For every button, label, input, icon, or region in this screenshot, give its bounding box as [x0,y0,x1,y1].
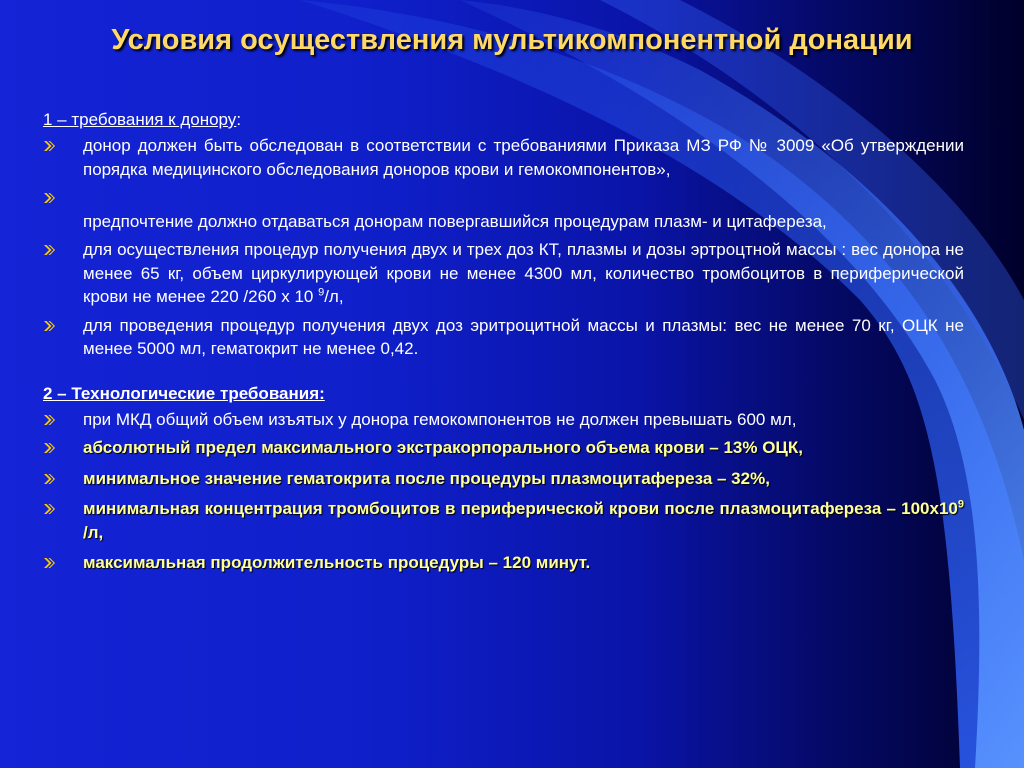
list-item-text-after: /л, [83,522,104,542]
list-item [43,186,964,233]
list-item-text: предпочтение должно отдаваться донорам повергавшийся процедурам плазм- и цитафереза, [83,211,827,231]
slide-title: Условия осуществления мультикомпонентной донации [111,24,913,56]
arrow-bullet-icon [43,503,55,515]
list-item [43,408,964,432]
technological-requirements-list [43,408,964,575]
list-item-text: минимальное значение гематокрита после процедуры плазмоцитафереза – 32%, [83,468,770,488]
list-item-text: для осуществления процедур получения двух и трех доз КТ, плазмы и дозы эртроцтной массы : вес донора не менее 65 кг, объем циркулирующей крови не менее 4300 мл, количество тромбоцитов в периферической крови не менее 220 /260 х 10 [83,240,964,306]
arrow-bullet-icon [43,192,55,204]
section1-heading [43,108,964,132]
list-item-text: абсолютный предел максимального экстракорпорального объема крови – 13% ОЦК, [83,438,803,457]
list-item [43,497,964,544]
list-item-text: при МКД общий объем изъятых у донора гемокомпонентов не должен превышать 600 мл, [83,409,797,429]
list-item [43,551,964,575]
list-item [43,134,964,181]
superscript-exponent: 9 [318,286,325,299]
section2-heading-text: 2 – Технологические требования: [43,383,325,403]
arrow-bullet-icon [43,140,55,152]
list-item-text: для проведения процедур получения двух доз эритроцитной массы и плазмы: вес не менее 70 кг, ОЦК не менее 5000 мл, гематокрит не менее 0,42. [83,315,964,358]
section1-heading-suffix: : [236,110,242,129]
list-item [43,467,964,491]
section2-heading [43,382,964,406]
list-item-text: минимальная концентрация тромбоцитов в периферической крови после плазмоцитафереза – 100х10 [83,499,958,518]
section1-heading-text: 1 – требования к донору [43,110,237,129]
list-item-text-after: /л, [324,287,344,306]
superscript-exponent: 9 [957,498,964,511]
slide-content [43,108,964,582]
arrow-bullet-icon [43,244,55,256]
list-item-text: максимальная продолжительность процедуры – 120 минут. [83,553,591,572]
donor-requirements-list [43,134,964,361]
arrow-bullet-icon [43,473,55,485]
arrow-bullet-icon [43,320,55,332]
list-item [43,238,964,309]
arrow-bullet-icon [43,442,55,454]
list-item [43,436,964,460]
list-item [43,314,964,361]
arrow-bullet-icon [43,557,55,569]
arrow-bullet-icon [43,414,55,426]
empty-line [83,186,964,210]
list-item-text: донор должен быть обследован в соответствии с требованиями Приказа МЗ РФ № 3009 «Об утверждении порядка медицинского обследования доноров крови и гемокомпонентов», [83,136,964,179]
